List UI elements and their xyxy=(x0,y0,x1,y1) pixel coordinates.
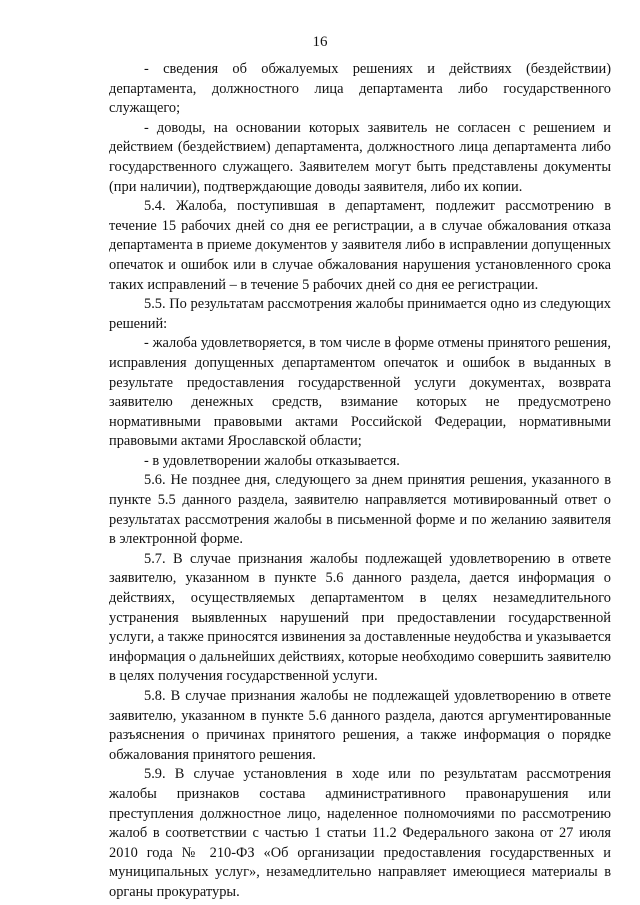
paragraph-5-5: 5.5. По результатам рассмотрения жалобы принимается одно из следующих решений: xyxy=(109,296,611,332)
paragraph-complaint-satisfied: - жалоба удовлетворяется, в том числе в форме отмены принятого решения, исправления допущенных департаментом опечаток и ошибок в выданных в результате предоставления государственной услуги документах, возврата заявителю денежных средств, взимание которых не предусмотрено нормативными правовыми актами Российской Федерации, нормативными правовыми актами Ярославской области; xyxy=(109,335,611,450)
paragraph-5-9: 5.9. В случае установления в ходе или по результатам рассмотрения жалобы признаков состава административного правонарушения или преступления должностное лицо, наделенное полномочиями по рассмотрению жалоб в соответствии с частью 1 статьи 11.2 Федерального закона от 27 июля 2010 года № 210-ФЗ «Об организации предоставления государственных и муниципальных услуг», незамедлительно направляет имеющиеся материалы в органы прокуратуры. xyxy=(109,766,611,900)
paragraph-5-7: 5.7. В случае признания жалобы подлежащей удовлетворению в ответе заявителю, указанном в пункте 5.6 данного раздела, дается информация о действиях, осуществляемых департаментом в целях незамедлительного устранения выявленных нарушений при предоставлении государственной услуги, а также приносятся извинения за доставленные неудобства и указывается информация о дальнейших действиях, которые необходимо совершить заявителю в целях получения государственной услуги. xyxy=(109,550,611,685)
paragraph-complaint-details: - сведения об обжалуемых решениях и действиях (бездействии) департамента, должностного лица департамента либо государственного служащего; xyxy=(109,61,611,117)
paragraph-complaint-arguments: - доводы, на основании которых заявитель не согласен с решением и действием (бездействием) департамента, должностного лица департамента либо государственного служащего. Заявителем могут быть представлены документы (при наличии), подтверждающие доводы заявителя, либо их копии. xyxy=(109,119,611,195)
paragraph-5-6: 5.6. Не позднее дня, следующего за днем принятия решения, указанного в пункте 5.5 данного раздела, заявителю направляется мотивированный ответ о результатах рассмотрения жалобы в письменной форме и по желанию заявителя в электронной форме. xyxy=(109,472,611,548)
document-body xyxy=(109,60,611,903)
paragraph-5-8: 5.8. В случае признания жалобы не подлежащей удовлетворению в ответе заявителю, указанном в пункте 5.6 данного раздела, даются аргументированные разъяснения о причинах принятого решения, а также информация о порядке обжалования принятого решения. xyxy=(109,688,611,763)
paragraph-complaint-rejected: - в удовлетворении жалобы отказывается. xyxy=(144,452,400,469)
paragraph-5-4: 5.4. Жалоба, поступившая в департамент, подлежит рассмотрению в течение 15 рабочих дней со дня ее регистрации, а в случае обжалования отказа департамента в приеме документов у заявителя либо в исправлении допущенных опечаток и ошибок или в случае обжалования нарушения установленного срока таких исправлений – в течение 5 рабочих дней со дня ее регистрации. xyxy=(109,198,611,293)
page-number: 16 xyxy=(312,34,328,50)
